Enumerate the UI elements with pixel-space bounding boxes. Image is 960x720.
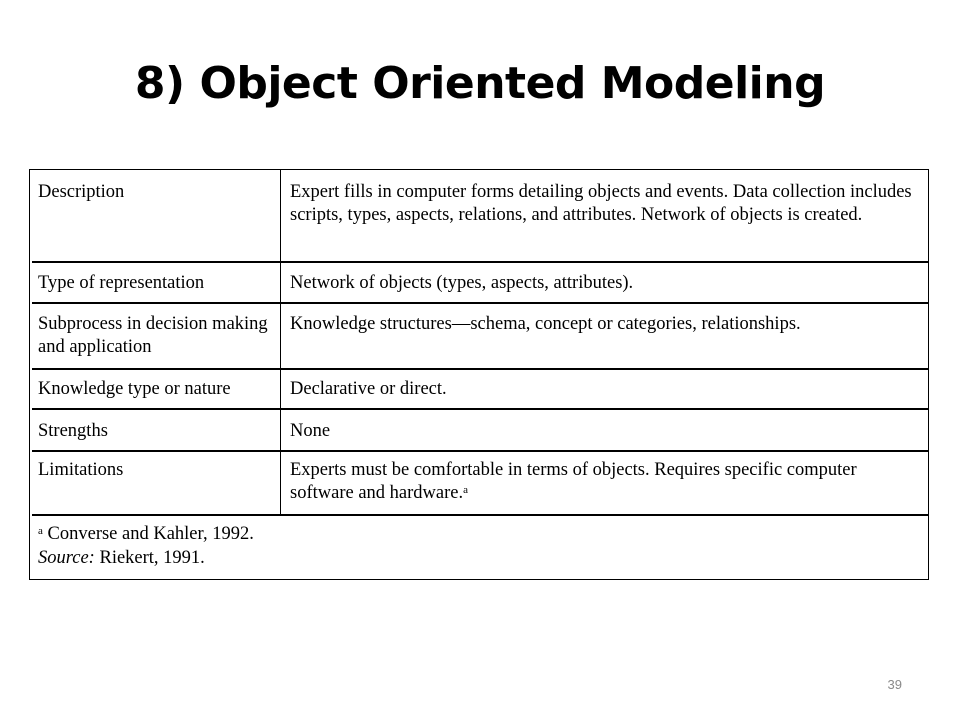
footnote-citation: Converse and Kahler, 1992. — [47, 524, 254, 544]
row-divider — [32, 408, 928, 410]
row-divider — [32, 450, 928, 452]
page-title: 8) Object Oriented Modeling — [134, 58, 826, 109]
source-text: Riekert, 1991. — [99, 548, 205, 568]
table-row-value: Declarative or direct. — [290, 379, 447, 399]
footnote-marker: a — [38, 525, 43, 537]
table-row-value: Expert fills in computer forms detailing objects and events. Data collection includes scripts, types, aspects, relations, and attributes. Network of objects is created. — [290, 182, 912, 225]
table-footnote — [38, 522, 254, 570]
table-row-value: Network of objects (types, aspects, attributes). — [290, 273, 634, 293]
info-table — [29, 169, 929, 580]
table-row-value: None — [290, 421, 331, 441]
table-row-value — [290, 459, 920, 505]
table-row-label: Description — [38, 182, 125, 202]
footnote-source-line — [38, 546, 254, 570]
footnote-marker: a — [463, 484, 468, 496]
footnote-citation-line — [38, 522, 254, 546]
row-divider — [32, 368, 928, 370]
table-row-label: Knowledge type or nature — [38, 379, 231, 399]
row-divider — [32, 302, 928, 304]
table-row-label: Subprocess in decision making and application — [38, 314, 268, 357]
source-label: Source: — [38, 548, 95, 568]
table-row-label: Limitations — [38, 460, 124, 480]
row-divider — [32, 261, 928, 263]
row-divider — [32, 514, 928, 516]
table-row-label: Type of representation — [38, 273, 205, 293]
page-number: 39 — [887, 677, 902, 692]
table-row-value-text: Experts must be comfortable in terms of objects. Requires specific computer software and hardware. — [290, 460, 857, 503]
column-divider — [280, 170, 281, 514]
table-row-label: Strengths — [38, 421, 108, 441]
table-row-value: Knowledge structures—schema, concept or categories, relationships. — [290, 314, 801, 334]
